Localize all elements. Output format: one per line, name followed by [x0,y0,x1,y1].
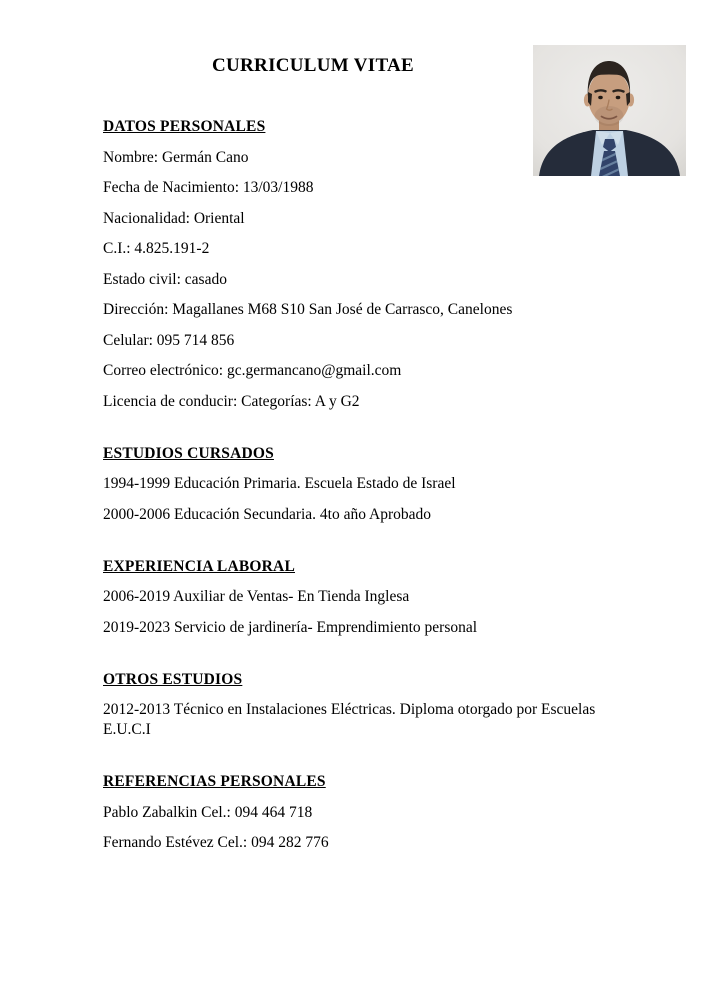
cv-line: C.I.: 4.825.191-2 [103,240,210,257]
cv-line: 2006-2019 Auxiliar de Ventas- En Tienda Inglesa [103,588,410,605]
section-heading: DATOS PERSONALES [103,118,266,135]
portrait-eyebrow-left [596,90,606,91]
cv-line: Nacionalidad: Oriental [103,209,245,227]
section-heading: OTROS ESTUDIOS [103,670,243,688]
cv-line: Licencia de conducir: Categorías: A y G2 [103,392,360,410]
document-title: CURRICULUM VITAE [211,55,415,76]
section-lines [103,148,617,412]
cv-section [103,670,617,741]
cv-body [103,117,617,853]
section-heading: ESTUDIOS CURSADOS [103,444,274,462]
cv-line: Fernando Estévez Cel.: 094 282 776 [103,834,329,851]
cv-line: 2012-2013 Técnico en Instalaciones Eléctricas. Diploma otorgado por Escuelas E.U.C.I [103,701,596,738]
cv-line: Nombre: Germán Cano [103,148,249,166]
cv-section [103,444,617,525]
cv-line: Dirección: Magallanes M68 S10 San José de Carrasco, Canelones [103,301,513,318]
portrait-eye-right [616,96,621,99]
section-heading: EXPERIENCIA LABORAL [103,557,295,575]
cv-line: Fecha de Nacimiento: 13/03/1988 [103,179,314,196]
section-lines [103,474,617,525]
applicant-photo [533,45,686,176]
portrait-eyebrow-right [614,90,624,91]
cv-line: Estado civil: casado [103,270,227,288]
cv-line: Pablo Zabalkin Cel.: 094 464 718 [103,803,313,821]
cv-line: 2000-2006 Educación Secundaria. 4to año Aprobado [103,505,431,523]
portrait-eye-left [598,96,603,99]
cv-section [103,772,617,853]
section-lines [103,587,617,638]
cv-line: Correo electrónico: gc.germancano@gmail.com [103,362,402,379]
portrait-illustration [533,45,686,176]
section-heading: REFERENCIAS PERSONALES [103,773,326,790]
cv-line: 2019-2023 Servicio de jardinería- Emprendimiento personal [103,618,478,636]
portrait-stubble [595,106,624,126]
cv-line: Celular: 095 714 856 [103,331,235,349]
section-lines [103,700,617,740]
cv-section [103,557,617,638]
cv-line: 1994-1999 Educación Primaria. Escuela Estado de Israel [103,475,456,492]
section-lines [103,803,617,854]
